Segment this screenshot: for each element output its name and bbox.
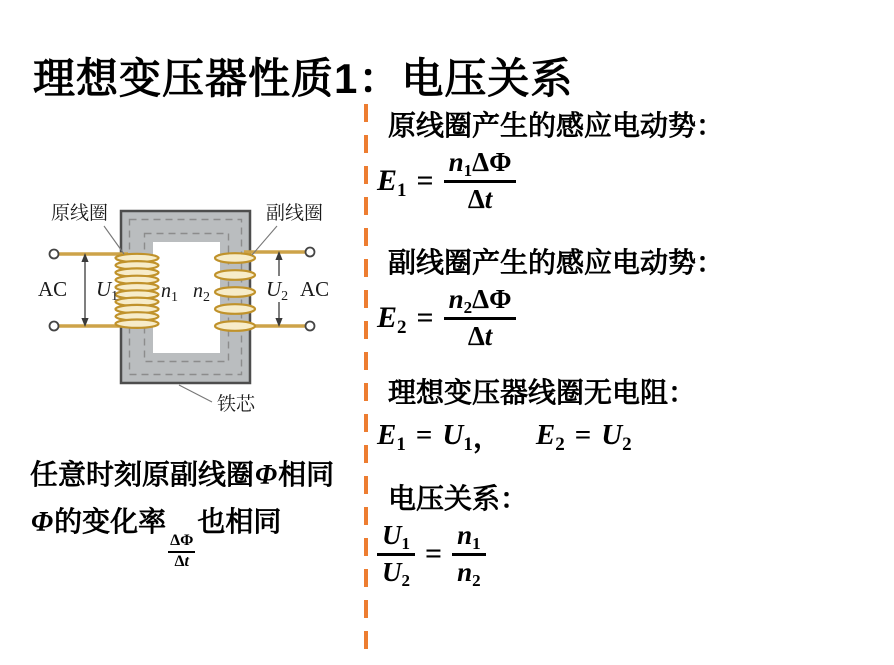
fraction-denominator: Δt	[467, 320, 493, 351]
emf-secondary-block	[377, 241, 724, 351]
phi-symbol: Φ	[255, 460, 278, 491]
equals-sign: =	[416, 164, 434, 198]
no-resistance-block	[377, 371, 696, 456]
fraction-numerator: $n_2\Delta\Phi$	[444, 285, 517, 320]
voltage-ratio-formula	[377, 520, 528, 590]
equals-sign: =	[415, 419, 433, 451]
fraction-n1-n2	[452, 520, 486, 590]
terminal-right-top	[306, 248, 315, 257]
note-line1-suffix: 相同	[278, 459, 335, 490]
n1-turns-label: $n_1$	[161, 280, 178, 305]
transformer-diagram	[28, 190, 362, 430]
note-line1-prefix: 任意时刻原副线圈	[30, 459, 255, 490]
u2-variable: $U_2$	[601, 419, 632, 455]
equals-sign: =	[574, 419, 592, 451]
fraction-n1dphi-dt	[444, 148, 517, 214]
inline-fraction-dphi-dt	[168, 533, 195, 571]
u1-variable: $U_1$	[442, 419, 473, 455]
slide-title: 理想变压器性质1：电压关系	[33, 55, 574, 102]
u2-label: U2	[266, 277, 289, 304]
u1-label: U1	[96, 277, 119, 304]
equals-sign: =	[425, 537, 443, 571]
e1-variable: $E_1$	[377, 419, 406, 455]
emf-secondary-formula	[377, 285, 724, 351]
fraction-numerator: ΔΦ	[168, 533, 195, 553]
fraction-denominator: $n_2$	[457, 556, 481, 590]
terminal-left-top	[50, 250, 59, 259]
terminal-right-bottom	[306, 322, 315, 331]
flux-note-line2	[30, 499, 334, 571]
emf-secondary-heading: 副线圈产生的感应电动势：	[388, 247, 725, 278]
note-line2-prefix: 的变化率	[54, 506, 167, 537]
fraction-denominator	[175, 553, 189, 571]
e-equals-u-formula	[377, 415, 696, 456]
terminal-left-bottom	[50, 322, 59, 331]
voltage-ratio-block	[377, 477, 529, 590]
emf-primary-formula	[377, 148, 724, 214]
iron-core-label: 铁芯	[217, 394, 256, 415]
e1-variable: $E_1$	[377, 164, 407, 202]
emf-primary-block	[377, 104, 724, 214]
primary-coil-label: 原线圈	[51, 203, 109, 224]
primary-coil	[116, 254, 159, 328]
comma: ，	[472, 422, 502, 454]
fraction-numerator: $n_1$	[452, 521, 486, 556]
core-label-leader	[179, 385, 212, 402]
flux-note	[30, 452, 334, 571]
secondary-coil-label: 副线圈	[266, 203, 324, 224]
n2-turns-label: $n_2$	[193, 280, 210, 305]
e2-variable: $E_2$	[377, 301, 407, 339]
no-resistance-heading: 理想变压器线圈无电阻：	[388, 377, 697, 408]
emf-primary-heading: 原线圈产生的感应电动势：	[388, 110, 725, 141]
ac-source-label-left: AC	[38, 277, 68, 301]
t-variable: t	[184, 552, 189, 570]
fraction-u1-u2	[377, 520, 415, 590]
note-line2-suffix: 也相同	[197, 506, 282, 537]
fraction-numerator: $n_1\Delta\Phi$	[444, 148, 517, 183]
fraction-numerator: $U_1$	[377, 521, 415, 556]
fraction-denominator: $U_2$	[382, 556, 410, 590]
flux-note-line1	[30, 452, 334, 499]
fraction-n2dphi-dt	[444, 285, 517, 351]
equals-sign: =	[416, 301, 434, 335]
phi-symbol: Φ	[31, 507, 54, 538]
e2-variable: $E_2$	[535, 419, 565, 455]
column-divider-dashed-line	[364, 104, 368, 649]
fraction-denominator: Δt	[467, 183, 493, 214]
voltage-ratio-heading: 电压关系：	[388, 483, 529, 514]
u1-arrow	[81, 253, 88, 327]
ac-source-label-right: AC	[300, 277, 330, 301]
delta: Δ	[174, 552, 185, 570]
